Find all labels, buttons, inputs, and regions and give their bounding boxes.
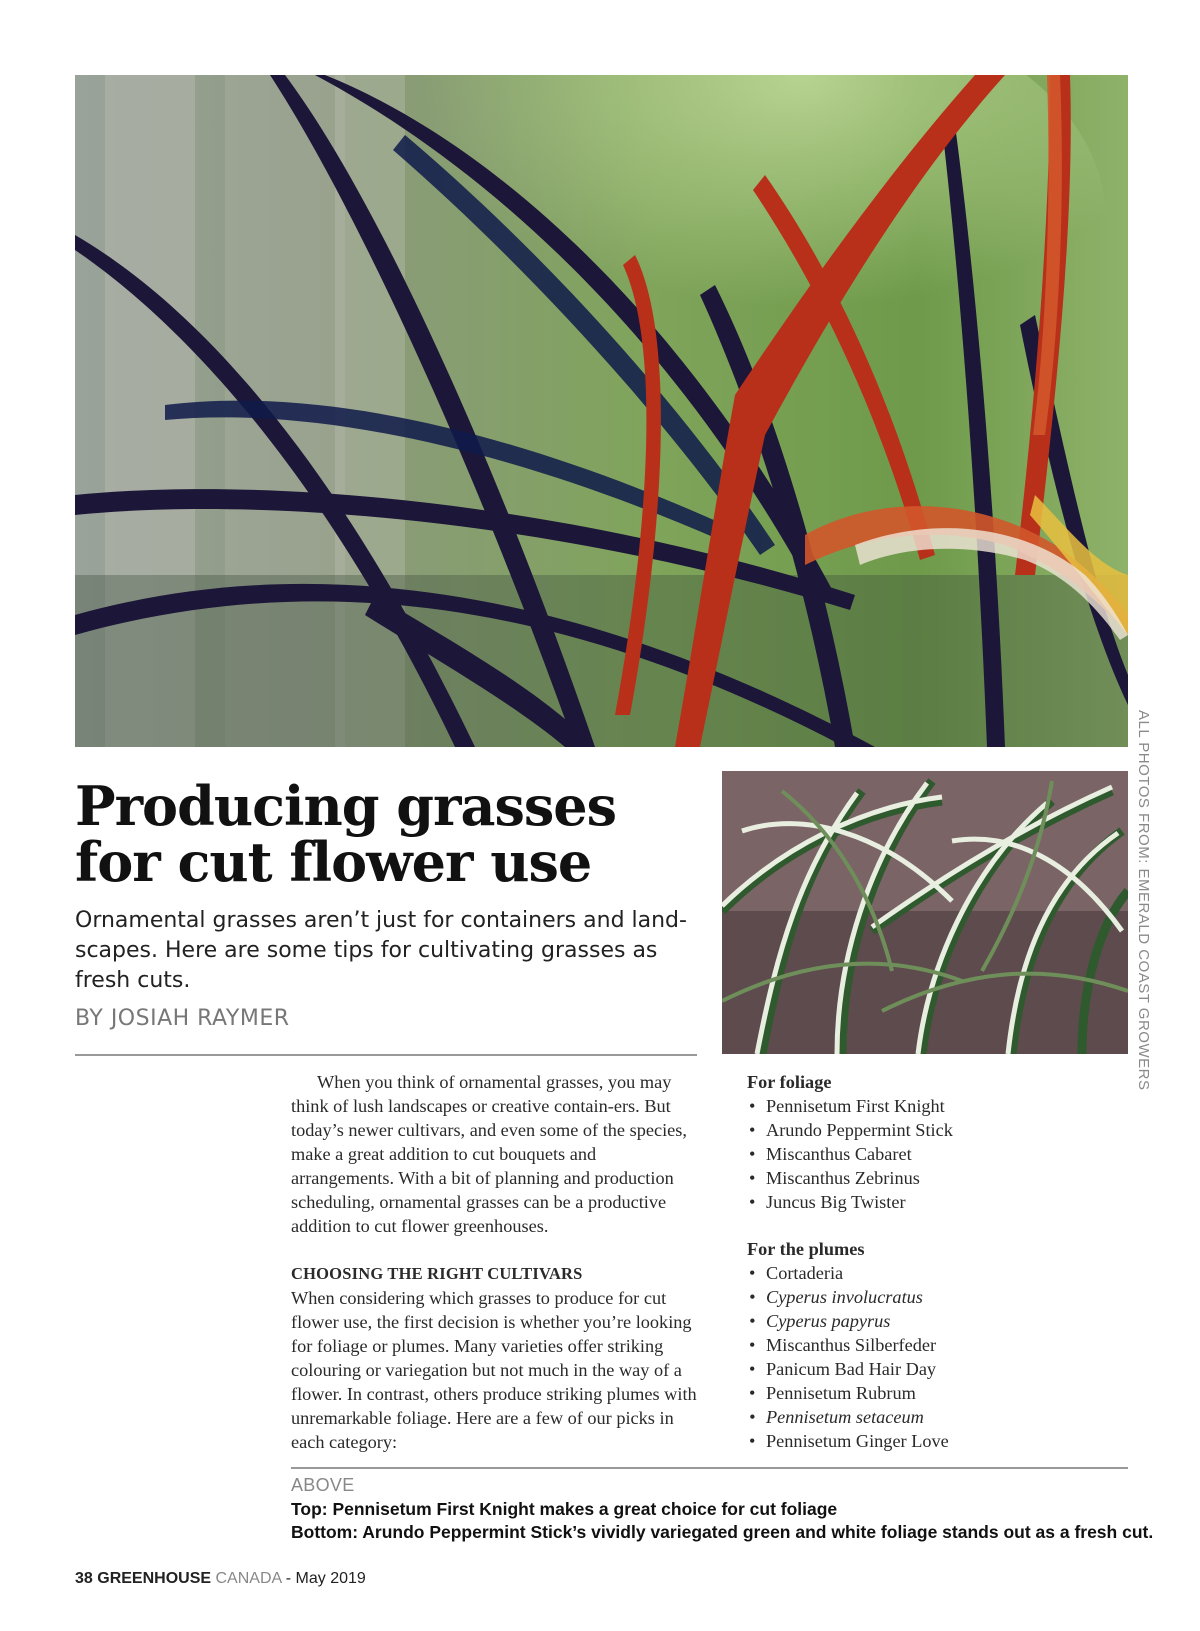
divider xyxy=(75,1054,697,1056)
body-column xyxy=(291,1070,697,1454)
list-item: • Miscanthus Cabaret xyxy=(747,1142,1127,1166)
hero-photo-pennisetum-first-knight xyxy=(75,75,1128,747)
headline-line-1: Producing grasses xyxy=(75,774,617,838)
caption-divider xyxy=(291,1467,1128,1469)
foliage-list-title: For foliage xyxy=(747,1072,832,1092)
caption-top: Top: Pennisetum First Knight makes a great choice for cut foliage xyxy=(291,1499,838,1519)
magazine-country: CANADA xyxy=(215,1570,282,1587)
list-item: • Arundo Peppermint Stick xyxy=(747,1118,1127,1142)
magazine-name: GREENHOUSE xyxy=(97,1570,212,1587)
cultivar-lists xyxy=(747,1070,1127,1453)
issue-date: May 2019 xyxy=(295,1570,366,1587)
section-paragraph: When considering which grasses to produce for cut flower use, the first decision is whether you’re looking for foliage or plumes. Many varieties offer striking colouring or variegation but not much in the way of a flower. In contrast, others produce striking plumes with unremarkable foliage. Here are a few of our picks in each category: xyxy=(291,1288,697,1452)
list-item: • Pennisetum Ginger Love xyxy=(747,1429,1127,1453)
plumes-list xyxy=(747,1261,1127,1453)
section-subhead: CHOOSING THE RIGHT CULTIVARS xyxy=(291,1264,583,1283)
headline-line-2: for cut flower use xyxy=(75,830,592,894)
list-item: • Panicum Bad Hair Day xyxy=(747,1357,1127,1381)
footer-separator: - xyxy=(285,1570,292,1587)
plumes-list-title: For the plumes xyxy=(747,1239,865,1259)
list-item: • Pennisetum Rubrum xyxy=(747,1381,1127,1405)
headline xyxy=(75,774,675,894)
list-item: • Cyperus papyrus xyxy=(747,1309,1127,1333)
caption-label: ABOVE xyxy=(291,1475,355,1495)
deck: Ornamental grasses aren’t just for containers and land-scapes. Here are some tips for cultivating grasses as fresh cuts. xyxy=(75,908,687,993)
list-item: • Cyperus involucratus xyxy=(747,1285,1127,1309)
intro-paragraph: When you think of ornamental grasses, you may think of lush landscapes or creative contain-ers. But today’s newer cultivars, and even some of the species, make a great addition to cut bouquets and arrangements. With a bit of planning and production scheduling, ornamental grasses can be a productive addition to cut flower greenhouses. xyxy=(291,1072,687,1236)
foliage-list xyxy=(747,1094,1127,1214)
byline: BY JOSIAH RAYMER xyxy=(75,1006,290,1031)
page-number: 38 xyxy=(75,1570,93,1587)
page-footer xyxy=(75,1570,366,1588)
photo-arundo-peppermint-stick xyxy=(722,771,1128,1054)
list-item: • Cortaderia xyxy=(747,1261,1127,1285)
list-item: • Pennisetum setaceum xyxy=(747,1405,1127,1429)
list-item: • Juncus Big Twister xyxy=(747,1190,1127,1214)
list-item: • Miscanthus Zebrinus xyxy=(747,1166,1127,1190)
caption-bottom: Bottom: Arundo Peppermint Stick’s vividly variegated green and white foliage stands out as a fresh cut. xyxy=(291,1522,1154,1542)
photo-credit: ALL PHOTOS FROM: EMERALD COAST GROWERS xyxy=(1135,710,1152,1091)
list-item: • Pennisetum First Knight xyxy=(747,1094,1127,1118)
list-item: • Miscanthus Silberfeder xyxy=(747,1333,1127,1357)
